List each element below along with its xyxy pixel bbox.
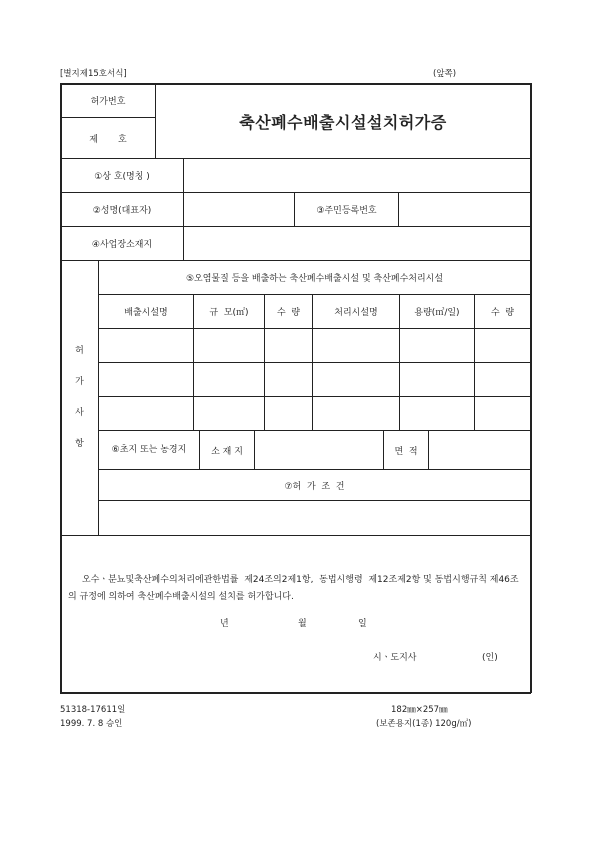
permit-number-no: 제 호 (89, 134, 127, 145)
location-field[interactable] (255, 431, 383, 469)
representative-name-field[interactable] (184, 193, 294, 226)
permit-statement: 오수ㆍ분뇨및축산폐수의처리에관한법률 제24조의2제1항, 동법시행령 제12조제2항 및 동법시행규칙 제46조의 규정에 의하여 축산폐수배출시설의 설치를 허가합니다. (68, 575, 519, 602)
page-title: 축산폐수배출시설설치허가증 (239, 112, 447, 132)
seal-mark: (인) (482, 653, 498, 663)
footer-paper-size: 182㎜×257㎜ (391, 705, 448, 715)
section-5-title: ⑤오염물질 등을 배출하는 축산폐수배출시설 및 축산폐수처리시설 (185, 274, 444, 284)
business-address-label: ④사업장소재지 (91, 240, 153, 250)
area-label: 면 적 (394, 446, 418, 457)
col-capacity: 용량(㎥/일) (414, 308, 460, 318)
date-month-label: 월 (298, 619, 307, 629)
trade-name-label: ①상 호(명칭 ) (94, 172, 150, 182)
representative-name-label: ②성명(대표자) (92, 206, 152, 216)
permit-items-label: 허 가 사 항 (75, 346, 84, 449)
section-7-title: ⑦허 가 조 건 (284, 481, 345, 492)
col-treatment-facility: 처리시설명 (334, 308, 378, 318)
date-year-label: 년 (220, 619, 229, 629)
permit-number-label: 허가번호 (90, 97, 126, 107)
col-quantity-2: 수 량 (490, 308, 515, 318)
footer-approval-date: 1999. 7. 8 승인 (60, 719, 123, 729)
location-label: 소 재 지 (211, 446, 243, 457)
col-scale: 규 모(㎡) (209, 308, 249, 318)
footer-code: 51318-17611일 (60, 705, 126, 715)
permit-conditions-field[interactable] (99, 501, 530, 535)
footer-paper-type: (보존용지(1종) 120g/㎡) (376, 719, 472, 729)
land-label: ⑥초지 또는 농경지 (111, 445, 187, 455)
col-quantity-1: 수 량 (276, 308, 301, 318)
resident-number-field[interactable] (399, 193, 530, 226)
date-day-label: 일 (358, 619, 367, 629)
business-address-field[interactable] (184, 227, 530, 260)
signer-title: 시ㆍ도지사 (373, 653, 417, 663)
col-discharge-facility: 배출시설명 (124, 308, 168, 318)
form-number-label: [별지제15호서식] (60, 69, 127, 79)
front-side-label: (앞쪽) (433, 69, 457, 79)
resident-number-label: ③주민등록번호 (316, 206, 377, 216)
area-field[interactable] (429, 431, 530, 469)
trade-name-field[interactable] (184, 159, 530, 192)
